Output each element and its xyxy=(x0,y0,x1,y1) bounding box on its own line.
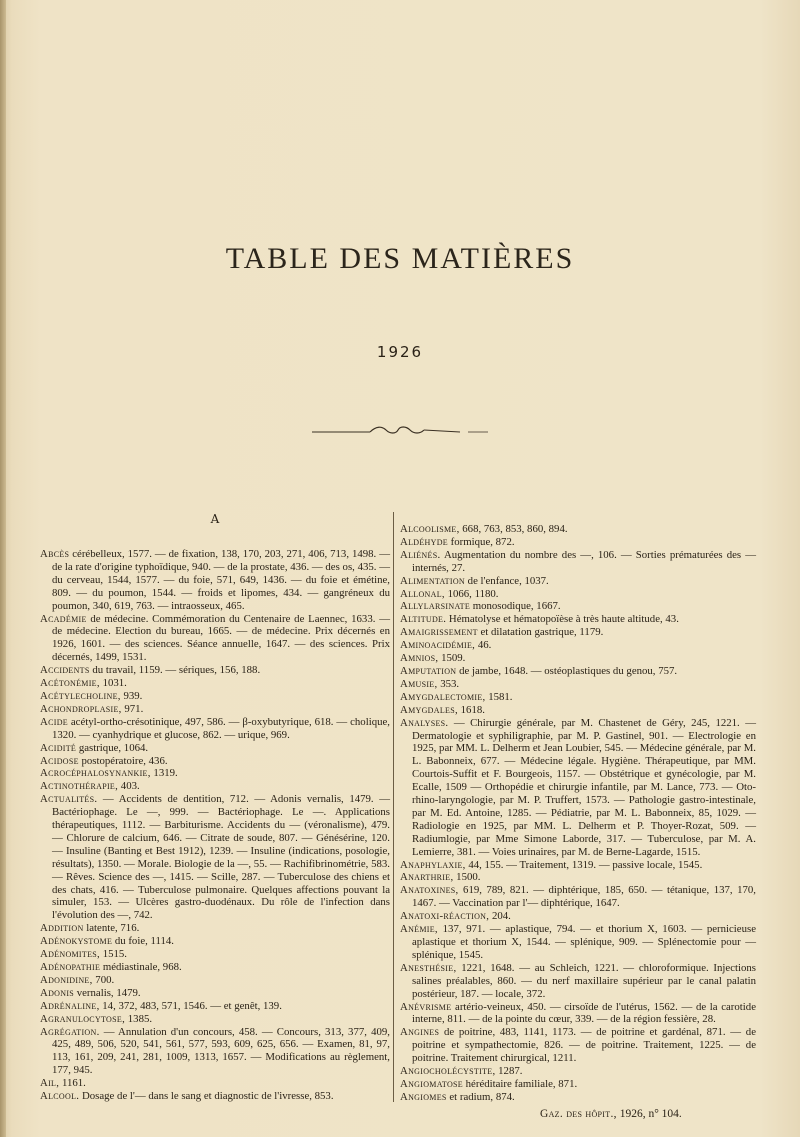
entry-references: artério-veineux, 450. — cirsoïde de l'utérus, 1562. — de la carotide interne, 811. — de la pointe du cœur, 339. — de la région fessière, 28. xyxy=(412,1000,756,1026)
index-entry xyxy=(40,703,390,716)
entry-references: latente, 716. xyxy=(83,922,140,935)
index-entry xyxy=(400,910,756,923)
entry-references: de médecine. Commémoration du Centenaire de Laennec, 1633. — de médecine. Election du bureau, 1665. — de médecine. Prix décernés en 1926, 1601. — des sciences. Séance annuelle, 1647. — des sciences. Prix décernés, 1499, 1531. xyxy=(52,612,390,664)
entry-headword: Amygdales, xyxy=(400,703,458,716)
entry-references: 1066, 1180. xyxy=(444,587,499,600)
entry-headword: Accidents xyxy=(40,664,90,677)
entry-headword: Adénokystome xyxy=(40,935,113,948)
entry-headword: Amaigrissement xyxy=(400,626,478,639)
entry-references: 14, 372, 483, 571, 1546. — et genêt, 139. xyxy=(99,999,282,1012)
entry-references: vernalis, 1479. xyxy=(74,986,141,999)
index-entry xyxy=(400,523,756,536)
entry-headword: Alimentation xyxy=(400,574,465,587)
index-entry xyxy=(40,780,390,793)
entry-references: 137, 971. — aplastique, 794. — et thorium X, 1603. — pernicieuse aplastique et thorium X, 1544. — splénique, 909. — Splénectomie pour — splénique, 1545. xyxy=(412,923,756,961)
entry-references: 1500. xyxy=(453,871,481,884)
entry-references: 204. xyxy=(489,910,511,923)
entry-headword: Acidose xyxy=(40,754,79,767)
entry-references: 1221, 1648. — au Schleich, 1221. — chloroformique. Injections salines préalables, 860. — du nerf maxillaire supérieur par le canal palatin postérieur, 187. — locale, 372. xyxy=(412,961,756,1000)
entry-headword: Aminoacidémie, xyxy=(400,639,476,652)
index-entry xyxy=(40,677,390,690)
entry-headword: Analyses. xyxy=(400,716,449,729)
entry-references: 1509. xyxy=(438,652,466,665)
index-entry xyxy=(400,626,756,639)
index-entry xyxy=(40,755,390,768)
entry-references: 700. xyxy=(92,973,115,986)
entry-headword: Anatoxines, xyxy=(400,884,459,897)
entry-references: — Annulation d'un concours, 458. — Concours, 313, 377, 409, 425, 489, 506, 520, 541, 561, 577, 593, 609, 625, 656. — Examen, 81, 97, 113, 161, 209, 241, 281, 1009, 1313, 1657. — Modifications au règlement, 177, 945. xyxy=(52,1025,390,1077)
entry-references: 971. xyxy=(121,702,144,715)
entry-references: 403. xyxy=(118,780,140,793)
index-entry xyxy=(400,1026,756,1065)
page-footer xyxy=(540,1108,760,1120)
entry-headword: Adonidine, xyxy=(40,973,93,986)
index-entry xyxy=(400,871,756,884)
index-entry xyxy=(40,793,390,922)
index-entry xyxy=(400,1078,756,1091)
entry-references: du foie, 1114. xyxy=(112,935,175,948)
page-binding-edge xyxy=(0,0,6,1137)
entry-references: 1161. xyxy=(59,1077,86,1090)
entry-headword: Aldéhyde xyxy=(400,535,448,548)
index-entry xyxy=(40,922,390,935)
index-entry xyxy=(40,716,390,742)
index-entry xyxy=(400,536,756,549)
index-entry xyxy=(40,1026,390,1078)
entry-headword: Ail, xyxy=(40,1077,60,1090)
index-entry xyxy=(40,974,390,987)
entry-headword: Amputation xyxy=(400,664,457,677)
entry-references: Dosage de l'— dans le sang et diagnostic de l'ivresse, 853. xyxy=(79,1090,334,1103)
entry-headword: Anatoxi-réaction, xyxy=(400,910,490,923)
entry-headword: Altitude. xyxy=(400,613,447,626)
index-entry xyxy=(40,767,390,780)
entry-headword: Acrocéphalosynankie, xyxy=(40,767,151,780)
entry-references: 44, 155. — Traitement, 1319. — passive locale, 1545. xyxy=(465,858,703,871)
index-entry xyxy=(400,575,756,588)
entry-headword: Agranulocytose, xyxy=(40,1012,126,1025)
index-entry xyxy=(400,678,756,691)
entry-headword: Abcès xyxy=(40,548,70,560)
entry-headword: Amusie, xyxy=(400,677,438,690)
entry-references: du travail, 1159. — sériques, 156, 188. xyxy=(89,664,261,677)
entry-references: et radium, 874. xyxy=(446,1090,515,1103)
section-letter: A xyxy=(210,512,220,526)
entry-headword: Anaphylaxie, xyxy=(400,858,466,871)
index-entry xyxy=(400,884,756,910)
year-heading: 1926 xyxy=(376,343,424,361)
entry-headword: Adrénaline, xyxy=(40,999,100,1012)
index-entry xyxy=(400,665,756,678)
entry-headword: Adonis xyxy=(40,986,75,999)
entry-headword: Alcoolisme, xyxy=(400,523,460,535)
entry-references: cérébelleux, 1577. — de fixation, 138, 170, 203, 271, 406, 713, 1498. — de la rate d'origine typhoïdique, 940. — de la prostate, 436. — des os, 435. — du cerveau, 1544, 1577. — du foie, 571, 649, 1436. — du foie et émétine, 809. — du poumon, 1544. — froids et lipomes, 434. — gangréneux du poumon, 340, 619, 763. — intraosseux, 465. xyxy=(52,548,390,612)
index-entry xyxy=(40,742,390,755)
entry-references: et dilatation gastrique, 1179. xyxy=(477,626,604,639)
index-entry xyxy=(40,935,390,948)
index-entry xyxy=(40,690,390,703)
entry-headword: Allonal, xyxy=(400,587,445,600)
index-entry xyxy=(400,1065,756,1078)
index-entry xyxy=(40,1000,390,1013)
entry-references: formique, 872. xyxy=(447,535,515,548)
index-entry xyxy=(40,664,390,677)
entry-references: acétyl-ortho-crésotinique, 497, 586. — β-oxybutyrique, 618. — cholique, 1320. — cyanhydrique et glucose, 862. — urique, 969. xyxy=(52,715,390,741)
entry-references: 46. xyxy=(475,639,492,652)
entry-references: 1581. xyxy=(485,690,513,703)
footer-issue: 1926, n° 104. xyxy=(616,1108,682,1120)
entry-headword: Acétylecholine, xyxy=(40,689,121,702)
entry-references: de jambe, 1648. — ostéoplastiques du genou, 757. xyxy=(456,664,678,677)
entry-references: 1515. xyxy=(100,948,128,961)
index-column-right xyxy=(400,523,756,1104)
entry-headword: Aliénés. xyxy=(400,548,441,561)
index-entry xyxy=(400,600,756,613)
entry-headword: Addition xyxy=(40,922,84,935)
entry-headword: Acétonémie, xyxy=(40,677,100,690)
entry-headword: Angines xyxy=(400,1026,440,1039)
index-entry xyxy=(40,1013,390,1026)
entry-references: Augmentation du nombre des —, 106. — Sorties prématurées des — internés, 27. xyxy=(412,548,756,574)
entry-references: 353. xyxy=(437,677,460,690)
entry-references: 939. xyxy=(120,689,143,702)
entry-headword: Anesthésie, xyxy=(400,961,457,974)
entry-references: Hématolyse et hématopoïèse à très haute altitude, 43. xyxy=(446,613,679,626)
index-entry xyxy=(400,652,756,665)
footer-journal: Gaz. des hôpit., xyxy=(540,1108,617,1120)
index-entry xyxy=(400,1091,756,1104)
index-entry xyxy=(400,549,756,575)
entry-references: héréditaire familiale, 871. xyxy=(462,1077,578,1090)
entry-references: médiastinale, 968. xyxy=(100,961,182,973)
index-entry xyxy=(40,613,390,665)
entry-headword: Achondroplasie, xyxy=(40,702,122,715)
index-entry xyxy=(400,859,756,872)
entry-headword: Alcool. xyxy=(40,1090,80,1103)
entry-headword: Acidité xyxy=(40,741,77,754)
entry-headword: Anémie, xyxy=(400,923,438,936)
entry-references: postopératoire, 436. xyxy=(78,754,168,767)
entry-headword: Anévrisme xyxy=(400,1000,452,1013)
index-entry xyxy=(40,1077,390,1090)
entry-headword: Angiocholécystite, xyxy=(400,1065,496,1078)
entry-references: monosodique, 1667. xyxy=(470,600,561,613)
ornament-divider-icon xyxy=(310,424,490,438)
entry-references: 1618. xyxy=(457,703,485,716)
entry-references: — Accidents de dentition, 712. — Adonis vernalis, 1479. — Bactériophage. Le —, 999. — Bactériophage. Le —. Applications thérapeutiques, 1112. — Barbiturisme. Accidents du — (véronalisme), 479. — Chlorure de calcium, 646. — Citrate de soude, 807. — Génésérine, 120. — Insuline (Banting et Best 1912), 1239. — Insuline (indications, posologie, résultats), 1350. — Morale. Biologie de la —, 55. — Rachifibrinométrie, 583. — Rêves. Science des —, 1415. — Scille, 287. — Tuberculose des chiens et des chats, 416. — Tuberculose pulmonaire. Quelques affections pouvant la simuler, 153. — Ulcères gastro-duodénaux. Du rôle de l'infection dans l'évolution des —, 742. xyxy=(52,793,390,922)
index-entry xyxy=(400,1001,756,1027)
entry-references: — Chirurgie générale, par M. Chastenet de Géry, 245, 1221. — Dermatologie et syphiligraphie, par M. P. Gastinel, 901. — Electrologie en 1925, par MM. L. Delherm et Jean Loubier, 545. — Médecine générale, par M. L. Babonneix, 677. — Médecine légale. Hygiène. Thérapeutique, par MM. Courtois-Suffit et F. Bourgeois, 1157. — Obstétrique et gynécologie, par M. Ecalle, 1509 — Orthopédie et chirurgie infantile, par M. Lance, 773. — Oto-rhino-laryngologie, par M. P. Truffert, 1573. — Pathologie gastro-intestinale, par M. Ed. Antoine, 1285. — Pédiatrie, par M. L. Babonneix, 85, 1029. — Radiologie en 1925, par MM. L. Delherm et P. Thoyer-Rozat, 509. — Radiumlogie, par Mme Simone Laborde, 317. — Tuberculose, par M. A. Lemierre, 381. — Voies urinaires, par M. de Berne-Lagarde, 1515. xyxy=(412,716,756,858)
index-entry xyxy=(400,691,756,704)
entry-references: gastrique, 1064. xyxy=(76,741,149,754)
index-entry xyxy=(40,548,390,613)
index-entry xyxy=(400,704,756,717)
entry-headword: Adénomites, xyxy=(40,948,101,961)
index-entry xyxy=(400,962,756,1001)
entry-headword: Amnios, xyxy=(400,652,439,665)
index-entry xyxy=(400,923,756,962)
entry-headword: Adénopathie xyxy=(40,961,101,973)
entry-references: de l'enfance, 1037. xyxy=(464,574,549,587)
index-entry xyxy=(400,717,756,859)
index-column-left xyxy=(40,548,390,1103)
entry-headword: Actinothérapie, xyxy=(40,780,119,793)
entry-headword: Angiomatose xyxy=(400,1077,463,1090)
entry-headword: Allylarsinate xyxy=(400,600,471,613)
entry-headword: Angiomes xyxy=(400,1090,447,1103)
index-entry xyxy=(40,948,390,961)
index-entry xyxy=(400,588,756,601)
index-entry xyxy=(400,639,756,652)
index-entry xyxy=(400,613,756,626)
column-divider xyxy=(393,512,394,1102)
index-entry xyxy=(40,1090,390,1103)
entry-references: 1319. xyxy=(150,767,178,780)
entry-headword: Académie xyxy=(40,612,87,625)
entry-headword: Actualités. xyxy=(40,793,98,806)
entry-references: de poitrine, 483, 1141, 1173. — de poitrine et gardénal, 871. — de poitrine et sympathectomie, 826. — de poitrine. Traitement, 1225. — de poitrine. Traitement chirurgical, 1211. xyxy=(412,1026,756,1065)
entry-headword: Anarthrie, xyxy=(400,871,454,884)
entry-headword: Acide xyxy=(40,715,68,728)
entry-headword: Amygdalectomie, xyxy=(400,690,486,703)
entry-references: 1385. xyxy=(125,1012,153,1025)
index-entry xyxy=(40,987,390,1000)
entry-references: 1031. xyxy=(99,677,127,690)
entry-references: 1287. xyxy=(495,1065,523,1078)
page-title: TABLE DES MATIÈRES xyxy=(225,242,575,275)
entry-headword: Agrégation. xyxy=(40,1025,100,1038)
index-entry xyxy=(40,961,390,974)
entry-references: 668, 763, 853, 860, 894. xyxy=(459,523,568,535)
entry-references: 619, 789, 821. — diphtérique, 185, 650. — tétanique, 137, 170, 1467. — Vaccination par l'— diphtérique, 1647. xyxy=(412,884,756,910)
